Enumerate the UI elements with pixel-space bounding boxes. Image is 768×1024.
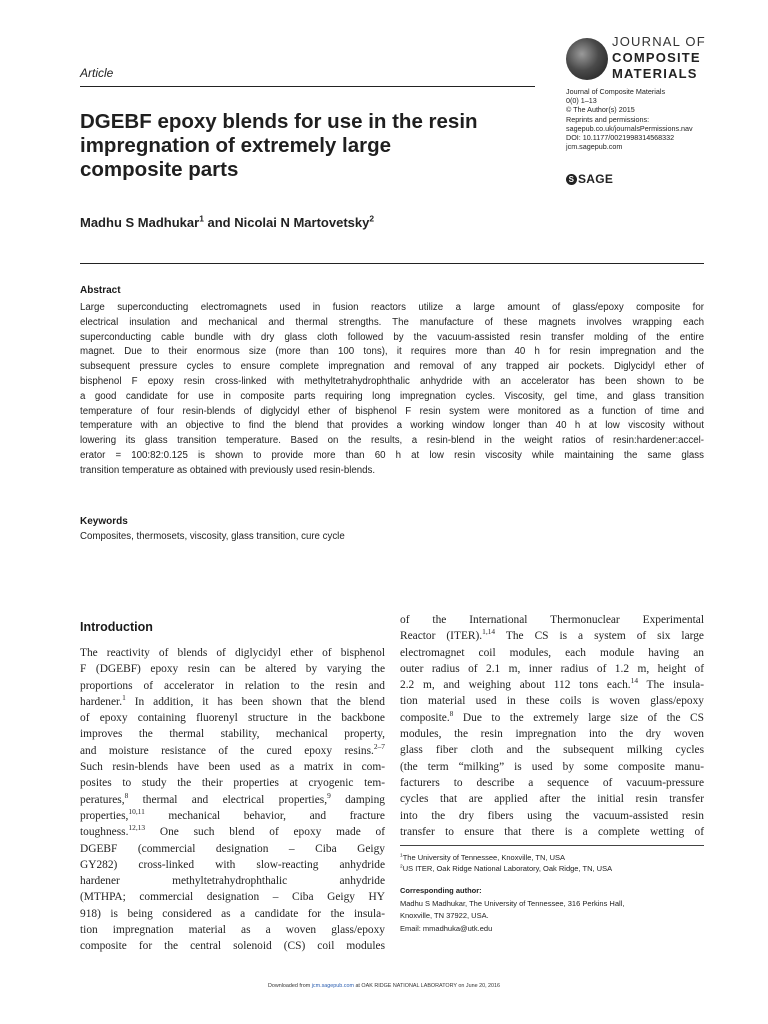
body-text-line: composite for the central solenoid (CS) coil modules — [80, 940, 385, 953]
body-text-line: proportions of accelerator in relation to the resin and — [80, 679, 385, 692]
abstract-line: bisphenol F epoxy resin cross-linked with methyltetrahydrophthalic anhydride with an accelerator has been shown to be — [80, 375, 704, 387]
body-text-line: modules, the resin impregnation into the dry woven — [400, 728, 704, 741]
paper-title-line: impregnation of extremely large — [80, 134, 392, 157]
abstract-line: subsequent pressure cycles to ensure complete impregnation and removal of any trapped air pockets. Diglycidyl ether of — [80, 361, 704, 373]
corresponding-author-line: Email: mmadhuka@utk.edu — [400, 923, 493, 933]
introduction-left-column — [80, 645, 385, 955]
author-affiliation-mark: 2 — [369, 213, 375, 224]
download-notice — [0, 983, 768, 989]
keywords-heading: Keywords — [80, 516, 128, 527]
body-text-line: Such resin-blends have been used as a matrix in com- — [80, 761, 385, 774]
authors — [80, 215, 374, 230]
body-text-line: improves the thermal stability, mechanical property, — [80, 728, 385, 741]
body-text-line: of epoxy containing fluorenyl structure in the backbone — [80, 712, 385, 725]
download-prefix: Downloaded from — [267, 983, 311, 989]
journal-meta-line: Journal of Composite Materials — [566, 87, 666, 96]
journal-logo — [566, 34, 706, 86]
sage-circle-icon: S — [566, 174, 577, 185]
body-text-line: The reactivity of blends of diglycidyl ether of bisphenol — [80, 647, 385, 659]
body-text-line: (the term “milking” is used by some composite manu- — [400, 760, 704, 773]
abstract-line: transition temperature as obtained with previously used resin-blends. — [80, 464, 376, 476]
journal-logo-line1: JOURNAL OF — [612, 34, 706, 49]
article-type-label: Article — [80, 66, 114, 80]
body-text-line: facturers to describe a sequence of vacuum-pressure — [400, 776, 704, 789]
body-text-line: F (DGEBF) epoxy resin can be altered by varying the — [80, 663, 385, 676]
keywords-list: Composites, thermosets, viscosity, glass transition, cure cycle — [80, 531, 345, 542]
body-text-line: electromagnet coil modules, each module having an — [400, 646, 704, 659]
download-suffix: at OAK RIDGE NATIONAL LABORATORY on June 20, 2016 — [355, 983, 501, 989]
body-text-line: posites to study the their properties at cryogenic tem- — [80, 777, 385, 790]
body-text-line: DGEBF (commercial designation – Ciba Geigy — [80, 842, 385, 855]
body-text-line: properties,$^{10,11}$ mechanical behavior, and fracture — [80, 807, 385, 822]
body-text-line: transfer to ensure that there is a complete wetting of — [400, 825, 704, 838]
abstract-body — [80, 301, 704, 479]
introduction-heading: Introduction — [80, 620, 153, 634]
abstract-line: erator = 100:82:0.125 is shown to provide more than 60 h at low resin viscosity while maintaining the same glass — [80, 449, 704, 461]
abstract-heading: Abstract — [80, 285, 121, 296]
abstract-line: temperature with an objective to find the blend that provides a working window longer than 40 h at low viscosity without — [80, 420, 704, 432]
author-affiliation-mark: 1 — [199, 213, 204, 224]
body-text-line: outer radius of 2.1 m, inner radius of 1.2 m, height of — [400, 662, 704, 675]
paper-title-line: composite parts — [80, 158, 239, 181]
affiliation-line: $^2$US ITER, Oak Ridge National Laboratory, Oak Ridge, TN, USA — [400, 863, 613, 873]
abstract-line: lowering its glass transition temperature. Based on the results, a resin-blend in the weight ratios of resin:hardener:accel- — [80, 435, 704, 447]
corresponding-author-line: Madhu S Madhukar, The University of Tennessee, 316 Perkins Hall, — [400, 898, 625, 908]
journal-meta-line: jcm.sagepub.com — [566, 142, 623, 152]
affiliation-line: $^1$The University of Tennessee, Knoxville, TN, USA — [400, 853, 565, 862]
journal-meta — [566, 87, 746, 151]
abstract-line: magnet. Due to their enormous size (more than 100 tons), it requires more than 40 h for resin impregnation and the — [80, 346, 704, 358]
journal-meta-line: Reprints and permissions: — [566, 114, 650, 124]
body-text-line: peratures,$^8$ thermal and electrical properties,$^9$ damping — [80, 790, 385, 806]
sage-logo — [566, 172, 613, 186]
body-text-line: (MTHPA; commercial designation – Ciba Geigy HY — [80, 891, 385, 904]
body-text-line: tion material used in these coils is woven glass/epoxy — [400, 695, 704, 708]
paper-title — [80, 110, 540, 182]
body-text-line: glass fiber cloth and the subsequent milking cycles — [400, 744, 704, 757]
paper-title-line: DGEBF epoxy blends for use in the resin — [80, 110, 478, 133]
download-link[interactable]: jcm.sagepub.com — [311, 983, 354, 989]
corresponding-author — [400, 885, 704, 935]
introduction-right-column — [400, 612, 704, 840]
abstract-line: electrical insulation and mechanical and thermal strengths. The manufacture of these magnets involves wrapping each — [80, 316, 704, 328]
author-name: Madhu S Madhukar — [80, 215, 200, 230]
body-text-line: 918) is being considered as a candidate for the insula- — [80, 907, 385, 920]
journal-meta-line: © The Author(s) 2015 — [566, 105, 635, 115]
corresponding-author-heading: Corresponding author: — [400, 886, 482, 895]
abstract-line: superconducting cable bundle with dry glass cloth followed by the vacuum-assisted resin transfer molding of the entire — [80, 331, 704, 343]
journal-meta-line: 0(0) 1–13 — [566, 96, 597, 106]
body-text-line: hardener methyltetrahydrophthalic anhydride — [80, 875, 385, 888]
body-text-line: composite.$^8$ Due to the extremely large size of the CS — [400, 708, 704, 724]
author-name: Nicolai N Martovetsky — [234, 215, 370, 230]
abstract-line: temperature of four resin-blends of diglycidyl ether of bisphenol F resin system were monitored as a function of time and — [80, 405, 704, 417]
body-text-line: cycles that are applied after the initial resin transfer — [400, 793, 704, 806]
footnote-rule — [400, 845, 704, 846]
abstract-line: a good candidate for use in composite parts requiring long impregnation cycles. Viscosity, gel time, and glass transition — [80, 390, 704, 402]
body-text-line: toughness.$^{12,13}$ One such blend of epoxy made of — [80, 823, 385, 839]
journal-logo-emblem-icon — [566, 38, 608, 80]
journal-logo-line2: COMPOSITE — [612, 50, 701, 65]
body-text-line: into the dry fibers using the vacuum-assisted resin — [400, 809, 704, 822]
body-text-line: 2.2 m, and weighing about 112 tons each.$^{14}$ The insula- — [400, 676, 704, 692]
body-text-line: Reactor (ITER).$^{1,14}$ The CS is a system of six large — [400, 627, 704, 643]
journal-meta-line: DOI: 10.1177/0021998314568332 — [566, 133, 675, 143]
corresponding-author-line: Knoxville, TN 37922, USA. — [400, 911, 489, 921]
author-joiner: and — [203, 215, 235, 230]
abstract-rule — [80, 263, 704, 264]
affiliations — [400, 853, 704, 874]
body-text-line: tion impregnation material as a woven glass/epoxy — [80, 924, 385, 937]
abstract-line: Large superconducting electromagnets used in fusion reactors utilize a large amount of glass/epoxy composite for — [80, 302, 704, 313]
body-text-line: of the International Thermonuclear Experimental — [400, 614, 704, 626]
publisher-name: SAGE — [578, 172, 614, 186]
journal-logo-line3: MATERIALS — [612, 66, 698, 81]
body-text-line: hardener.$^1$ In addition, it has been shown that the blend — [80, 693, 385, 708]
body-text-line: GY282) cross-linked with slow-reacting anhydride — [80, 858, 385, 871]
header-rule — [80, 86, 535, 87]
corresponding-author-details — [400, 898, 704, 936]
journal-meta-line: sagepub.co.uk/journalsPermissions.nav — [566, 123, 693, 133]
body-text-line: and moisture resistance of the cured epoxy resins.$^{2-7}$ — [80, 741, 385, 757]
